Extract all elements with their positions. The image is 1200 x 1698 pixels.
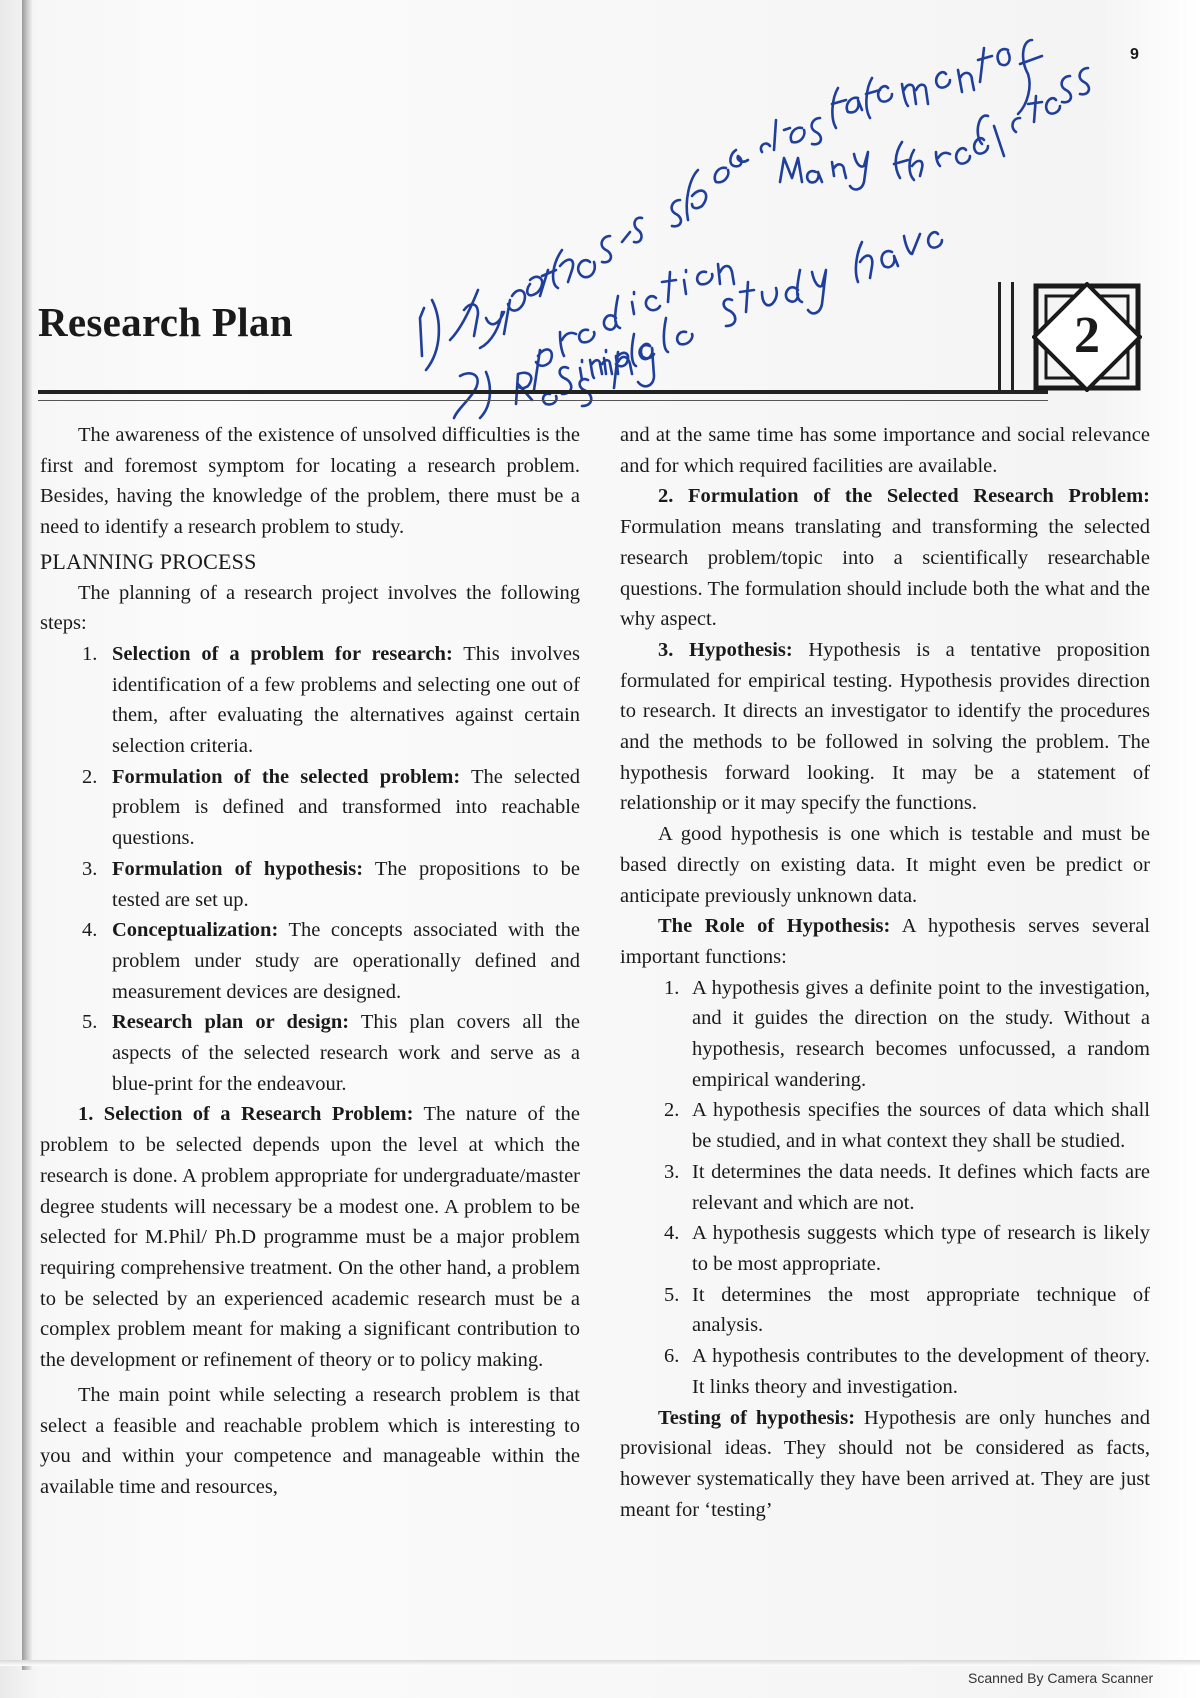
planning-intro: The planning of a research project involves the following steps: — [40, 581, 580, 635]
chapter-title: Research Plan — [38, 299, 293, 345]
list-item — [620, 1095, 1150, 1156]
list-item — [620, 1341, 1150, 1402]
step-text: The concepts associated with the problem under study are operationally defined and measurement devices are designed. — [112, 919, 580, 1003]
chapter-number: 2 — [1074, 307, 1100, 364]
list-number: 1. — [82, 642, 98, 665]
good-hypothesis-paragraph: A good hypothesis is one which is testable and must be based directly on existing data. It might even be predict or anticipate previously unknown data. — [620, 823, 1150, 907]
chapter-number-badge — [1032, 282, 1142, 392]
selection-lead: 1. Selection of a Research Problem: — [78, 1103, 414, 1126]
role-item-text: A hypothesis specifies the sources of data which shall be studied, and in what context they shall be studied. — [692, 1099, 1150, 1153]
book-spine-shadow — [22, 0, 32, 1670]
list-number: 5. — [82, 1011, 98, 1034]
list-number: 1. — [664, 976, 680, 999]
list-number: 6. — [664, 1345, 680, 1368]
list-number: 2. — [664, 1099, 680, 1122]
selection-paragraph — [40, 1099, 580, 1375]
planning-steps-list — [40, 639, 580, 1100]
list-item — [40, 762, 580, 854]
role-text: A hypothesis serves several important functions: — [620, 915, 1151, 968]
header-rule — [38, 390, 1048, 394]
list-item — [40, 854, 580, 915]
role-item-text: A hypothesis suggests which type of research is likely to be most appropriate. — [692, 1222, 1150, 1275]
list-item — [40, 639, 580, 762]
list-item — [40, 915, 580, 1007]
list-number: 5. — [664, 1283, 680, 1306]
testing-text: Hypothesis are only hunches and provisional ideas. They should not be considered as facts, however systematically they have been arrived at. They are just meant for ‘testing’ — [620, 1406, 1150, 1521]
section-heading: PLANNING PROCESS — [40, 548, 257, 574]
continuation-paragraph: and at the same time has some importance and social relevance and for which required facilities are available. — [620, 424, 1150, 477]
list-item — [620, 1218, 1150, 1279]
role-item-text: It determines the most appropriate technique of analysis. — [692, 1283, 1150, 1337]
role-item-text: It determines the data needs. It defines which facts are relevant and which are not. — [692, 1160, 1150, 1214]
step-lead: Formulation of hypothesis: — [112, 857, 364, 880]
roles-list — [620, 973, 1150, 1403]
testing-paragraph — [620, 1403, 1150, 1526]
hypothesis-lead: 3. Hypothesis: — [658, 638, 793, 661]
role-item-text: A hypothesis gives a definite point to the investigation, and it guides the direction on the study. Without a hypothesis, research becomes unfocussed, a random empirical wandering. — [692, 976, 1150, 1091]
step-lead: Conceptualization: — [112, 919, 279, 942]
step-lead: Formulation of the selected problem: — [112, 765, 461, 788]
step-lead: Selection of a problem for research: — [112, 642, 453, 665]
list-number: 3. — [82, 857, 98, 880]
list-item — [620, 1157, 1150, 1218]
list-number: 2. — [82, 765, 98, 788]
role-paragraph — [620, 911, 1150, 972]
page-number: 9 — [1130, 46, 1139, 63]
scanner-watermark: Scanned By Camera Scanner — [968, 1670, 1154, 1686]
step-text: The selected problem is defined and transformed into reachable questions. — [112, 765, 580, 850]
selection-text: The nature of the problem to be selected depends upon the level at which the research is done. A problem appropriate for undergraduate/master degree students will necessary be a modest one. A problem to be selected for M.Phil/ Ph.D programme must be a major problem requiring comprehensive treatment. On the other hand, a problem to be selected by an experienced academic research must be a complex problem meant for making a significant contribution to the development or refinement of theory or to policy making. — [40, 1103, 580, 1372]
chapter-marker-bars — [998, 282, 1014, 394]
list-number: 3. — [664, 1160, 680, 1183]
handwritten-annotation — [380, 0, 1100, 420]
step-lead: Research plan or design: — [112, 1011, 350, 1034]
list-number: 4. — [82, 919, 98, 942]
header-rule-thin — [38, 400, 1048, 401]
list-item — [620, 1280, 1150, 1341]
list-item — [40, 1007, 580, 1099]
intro-paragraph: The awareness of the existence of unsolved difficulties is the first and foremost symptom for locating a research problem. Besides, having the knowledge of the problem, there must be a need to identify a research problem to study. — [40, 424, 580, 539]
list-number: 4. — [664, 1222, 680, 1245]
formulation-lead: 2. Formulation of the Selected Research Problem: — [658, 485, 1150, 508]
role-lead: The Role of Hypothesis: — [658, 915, 891, 938]
right-column — [620, 420, 1150, 1525]
list-item — [620, 973, 1150, 1096]
step-text: This involves identification of a few problems and selecting one out of them, after evaluating the alternatives against certain selection criteria. — [112, 642, 581, 758]
step-text: This plan covers all the aspects of the selected research work and serve as a blue-print for the endeavour. — [112, 1011, 580, 1095]
hypothesis-text: Hypothesis is a tentative proposition formulated for empirical testing. Hypothesis provides direction to research. It directs an investigator to identify the procedures and the methods to be followed in solving the problem. The hypothesis forward looking. It may be a statement of relationship or it may specify the functions. — [620, 638, 1151, 815]
formulation-text: Formulation means translating and transforming the selected research problem/topic into a scientifically researchable questions. The formulation should include both the what and the why aspect. — [620, 516, 1150, 631]
left-column — [40, 420, 580, 1503]
main-point-paragraph: The main point while selecting a research problem is that select a feasible and reachable problem which is interesting to you and within your competence and manageable within the available time and resources, — [40, 1383, 580, 1498]
role-item-text: A hypothesis contributes to the development of theory. It links theory and investigation. — [692, 1345, 1150, 1398]
hypothesis-paragraph — [620, 635, 1150, 819]
scan-bottom-edge — [0, 1660, 1200, 1666]
testing-lead: Testing of hypothesis: — [658, 1406, 856, 1429]
step-text: The propositions to be tested are set up. — [112, 857, 580, 911]
formulation-paragraph — [620, 481, 1150, 635]
